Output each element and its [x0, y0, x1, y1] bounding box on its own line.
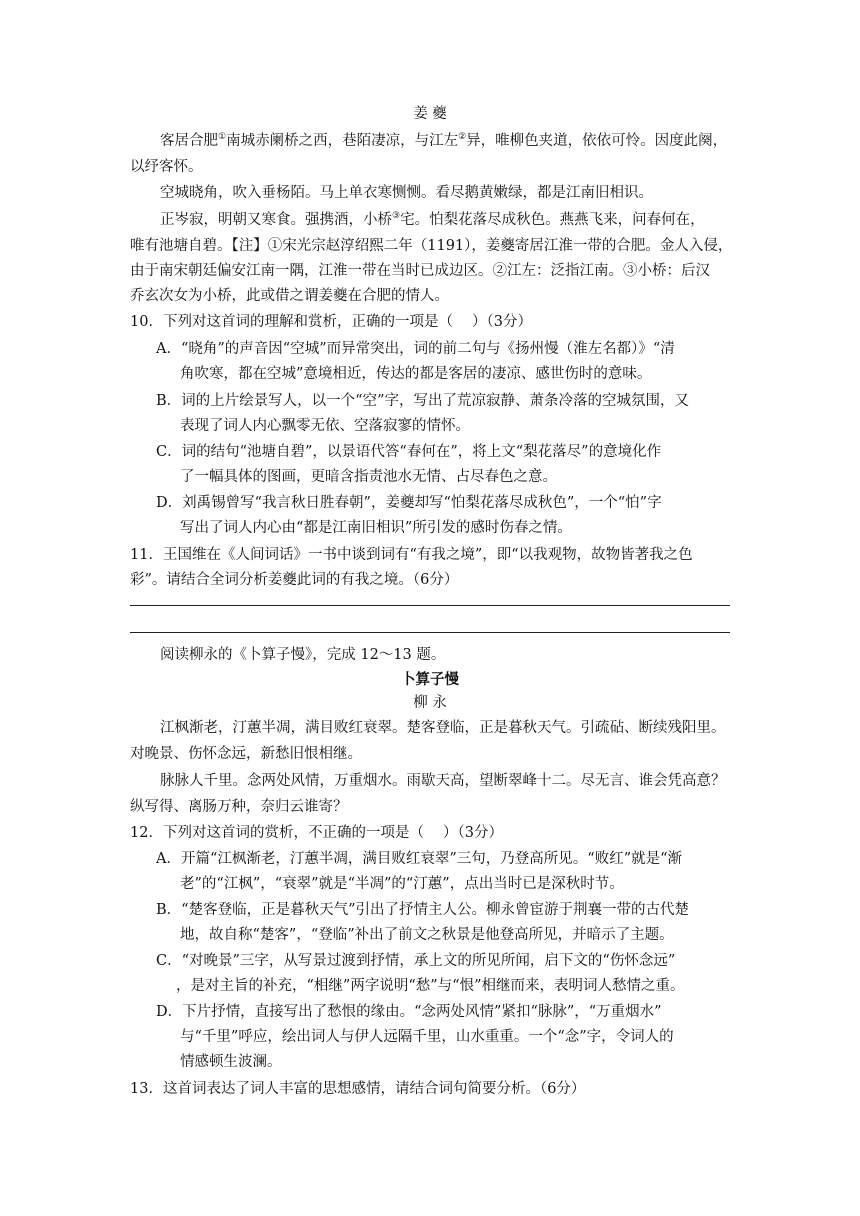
q10-option-d-cont: 写出了词人内心由“都是江南旧相识”所引发的感时伤春之情。 [180, 520, 572, 536]
footnote-marker: ② [458, 132, 467, 143]
preface-line-2: 以纾客怀。 [130, 159, 203, 175]
q12-option-a: A．开篇“江枫渐老，汀蕙半凋，满目败红衰翠”三句，乃登高所见。“败红”就是“渐 [156, 851, 683, 867]
answer-line [130, 605, 730, 606]
preface-text: 异，唯柳色夹道，依依可怜。因度此阕， [466, 133, 728, 149]
q12-option-c: C．“对晚景”三字，从写景过渡到抒情，承上文的所见所闻，启下文的“伤怀念远” [156, 953, 676, 969]
question-13-stem: 13．这首词表达了词人丰富的思想感情，请结合词句简要分析。（6分） [130, 1081, 586, 1097]
q10-option-a-cont: 角吹寒，都在空城”意境相近，传达的都是客居的凄凉、感世伤时的意味。 [180, 366, 652, 382]
stanza-2-line-2: 唯有池塘自碧。【注】①宋光宗赵淳绍熙二年（1191），姜夔寄居江淮一带的合肥。金人入侵， [130, 238, 733, 254]
annotation-line-2: 乔玄次女为小桥，此或借之谓姜夔在合肥的情人。 [130, 288, 449, 304]
answer-line [130, 632, 730, 633]
poem-title: 卜算子慢 [401, 671, 459, 688]
q10-option-c: C．词的结句“池塘自碧”，以景语代答“春何在”，将上文“梨花落尽”的意境化作 [156, 444, 662, 460]
question-12-stem: 12．下列对这首词的赏析，不正确的一项是（ ）（3分） [130, 825, 504, 841]
stanza-text: 宅。怕梨花落尽成秋色。燕燕飞来，问春何在， [400, 212, 705, 228]
annotation-line-1: 由于南宋朝廷偏安江南一隅，江淮一带在当时已成边区。②江左：泛指江南。③小桥：后汉 [130, 263, 710, 279]
poem-2-stanza-1-line-2: 对晚景、伤怀念远，新愁旧恨相继。 [130, 746, 362, 762]
poem-2-stanza-2-line-2: 纵写得、离肠万种，奈归云谁寄？ [130, 799, 348, 815]
q10-option-a: A．“晓角”的声音因“空城”而异常突出，词的前二句与《扬州慢（淮左名都）》“清 [156, 341, 675, 357]
stanza-text: 正岑寂，明朝又寒食。强携酒，小桥 [160, 212, 392, 228]
q12-option-a-cont: 老”的“江枫”，“衰翠”就是“半凋”的“汀蕙”，点出当时已是深秋时节。 [180, 876, 624, 892]
section-2-intro: 阅读柳永的《卜算子慢》，完成 12～13 题。 [160, 647, 446, 663]
q12-option-d: D．下片抒情，直接写出了愁恨的缘由。“念两处风情”紧扣“脉脉”，“万重烟水” [156, 1004, 662, 1020]
q10-option-c-cont: 了一幅具体的图画，更暗含指责池水无情、占尽春色之意。 [180, 469, 557, 485]
stanza-1-line: 空城晓角，吹入垂杨陌。马上单衣寒恻恻。看尽鹅黄嫩绿，都是江南旧相识。 [160, 185, 653, 201]
preface-text: 南城赤阑桥之西，巷陌凄凉，与江左 [226, 133, 459, 149]
question-10-stem: 10．下列对这首词的理解和赏析，正确的一项是（ ）（3分） [130, 314, 533, 330]
preface-text: 客居合肥 [160, 133, 218, 149]
poem-2-stanza-1-line-1: 江枫渐老，汀蕙半凋，满目败红衰翠。楚客登临，正是暮秋天气。引疏砧、断续残阳里。 [160, 720, 726, 736]
q12-option-b-cont: 地，故自称“楚客”，“登临”补出了前文之秋景是他登高所见，并暗示了主题。 [180, 927, 674, 943]
q12-option-d-cont: 与“千里”呼应，绘出词人与伊人远隔千里，山水重重。一个“念”字，令词人的 [180, 1029, 674, 1045]
preface-line-1 [160, 131, 727, 151]
q10-option-d: D．刘禹锡曾写“我言秋日胜春朝”，姜夔却写“怕梨花落尽成秋色”，一个“怕”字 [156, 495, 662, 511]
poem-author-jiangkui: 姜 夔 [413, 106, 447, 122]
footnote-marker: ③ [392, 211, 401, 222]
q12-option-b: B．“楚客登临，正是暮秋天气”引出了抒情主人公。柳永曾宦游于荆襄一带的古代楚 [156, 902, 689, 918]
poem-author-liuyong: 柳 永 [413, 695, 447, 711]
stanza-2-line-1 [160, 210, 705, 230]
q12-option-d-cont: 情感顿生波澜。 [180, 1054, 282, 1070]
q12-option-c-cont: ，是对主旨的补充，“相继”两字说明“愁”与“恨”相继而来，表明词人愁情之重。 [176, 978, 685, 994]
q10-option-b: B．词的上片绘景写人，以一个“空”字，写出了荒凉寂静、萧条冷落的空城氛围，又 [156, 393, 689, 409]
q10-option-b-cont: 表现了词人内心飘零无依、空落寂寥的情怀。 [180, 418, 470, 434]
poem-2-stanza-2-line-1: 脉脉人千里。念两处风情，万重烟水。雨歇天高，望断翠峰十二。尽无言、谁会凭高意？ [160, 773, 726, 789]
footnote-marker: ① [218, 132, 227, 143]
question-11-line-2: 彩”。请结合全词分析姜夔此词的有我之境。（6分） [130, 572, 459, 588]
question-11-line-1: 11．王国维在《人间词话》一书中谈到词有“有我之境”，即“以我观物，故物皆著我之色 [130, 547, 693, 563]
